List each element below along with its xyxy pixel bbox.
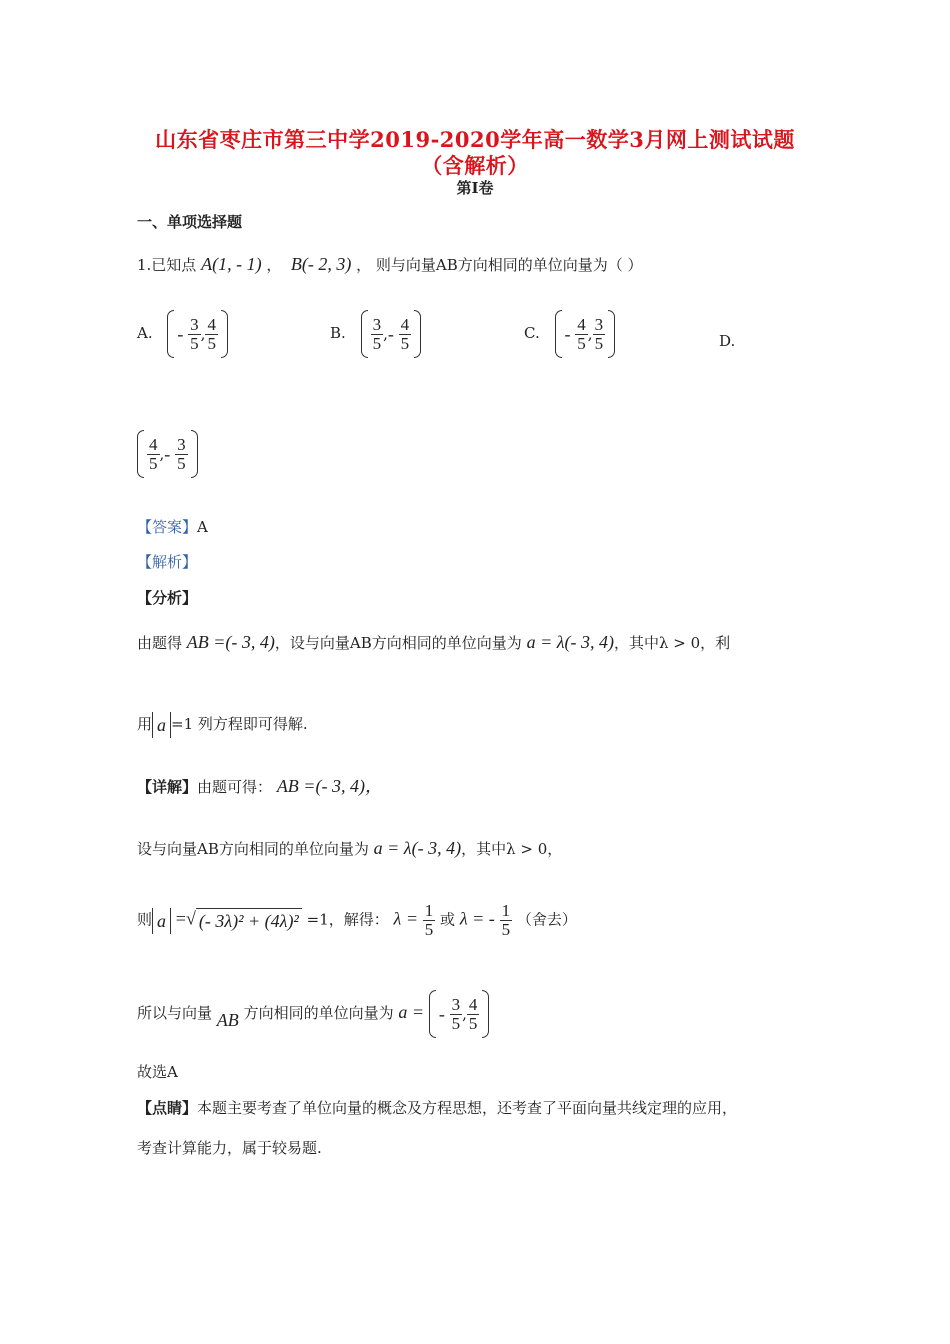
stem-suffix: ， 则与向量AB方向相同的单位向量为（ ）: [356, 256, 643, 274]
option-numerator: 3: [372, 314, 382, 334]
option-numerator: 4: [400, 314, 410, 334]
fenxi-eq: a = λ(- 3, 4): [526, 632, 614, 652]
detail-text: 方向相同的单位向量为: [243, 1004, 394, 1022]
option-numerator: 3: [177, 434, 186, 454]
detail-text: ，其中λ > 0，: [461, 840, 563, 858]
option-numerator: 4: [577, 314, 586, 334]
detail-tag: 【详解】: [137, 778, 198, 796]
stem-prefix: 1.已知点: [137, 256, 197, 274]
comment-text: 本题主要考查了单位向量的概念及方程思想，还考查了平面向量共线定理的应用，: [197, 1099, 738, 1117]
comment-line-2: 考查计算能力，属于较易题.: [137, 1139, 322, 1157]
option-b[interactable]: B. $\frac{3}{5}$ , - $\frac{4}{5}$: [330, 310, 421, 358]
option-d[interactable]: $\frac{4}{5}$ , - $\frac{3}{5}$: [137, 430, 198, 478]
option-numerator: 3: [190, 314, 199, 334]
option-c[interactable]: C. - $\frac{4}{5}$ , $\frac{3}{5}$: [524, 310, 615, 358]
option-numerator: 4: [207, 314, 216, 334]
detail-line-4: 所以与向量 AB 方向相同的单位向量为 a = - $\frac{3}{5}$ , $\frac{4}{5}$: [137, 990, 489, 1038]
detail-text: 则: [137, 910, 153, 929]
fenxi-text: =1 列方程即可得解.: [171, 715, 308, 733]
detail-text: 设与向量AB方向相同的单位向量为: [137, 840, 369, 858]
fenxi-text: ，其中λ > 0，利: [614, 634, 731, 652]
option-denominator: 5: [207, 333, 216, 353]
option-label: B.: [330, 324, 346, 342]
option-numerator: 3: [594, 314, 604, 334]
fenxi-text: 用: [137, 715, 153, 733]
option-denominator: 5: [149, 453, 158, 473]
detail-eq: AB: [216, 1010, 239, 1030]
detail-text: 由题可得：: [197, 778, 273, 796]
fenxi-eq: AB =(- 3, 4): [186, 632, 275, 652]
vector-a-eq: a =: [398, 1002, 425, 1022]
answer-line: [137, 517, 208, 537]
doc-title: 山东省枣庄市第三中学2019-2020学年高一数学3月网上测试试题: [155, 127, 795, 152]
option-d-label[interactable]: D.: [719, 332, 736, 350]
point-a: A(1, - 1): [201, 254, 262, 274]
option-a[interactable]: A. - $\frac{3}{5}$ , $\frac{4}{5}$: [137, 310, 228, 358]
detail-text: （舍去）: [516, 910, 577, 929]
choose-line: 故选A: [137, 1063, 178, 1081]
detail-line-1: [137, 776, 383, 797]
option-denominator: 5: [190, 333, 199, 353]
detail-line-3: 则 a =√ (- 3λ)² + (4λ)² =1，解得： λ = $\frac{1}{5}$ 或 λ = - $\frac{1}{5}$ （舍去）: [137, 901, 577, 939]
option-sign: -: [564, 323, 571, 344]
doc-title-subtitle: （含解析）: [421, 153, 529, 178]
section-heading: 一、单项选择题: [137, 213, 243, 231]
lambda-eq: λ = -: [459, 908, 495, 929]
analysis-tag: 【解析】: [137, 553, 198, 571]
detail-text: 或: [440, 910, 456, 929]
fenxi-text: ，设与向量AB方向相同的单位向量为: [274, 634, 522, 652]
option-denominator: 5: [577, 333, 586, 353]
option-sign: -: [387, 323, 394, 344]
fenxi-line-1: [137, 632, 730, 653]
option-label: C.: [524, 324, 540, 342]
fenxi-text: 由题得: [137, 634, 183, 652]
detail-eq: AB =(- 3, 4)，: [276, 776, 383, 796]
fenxi-line-2: 用 a =1 列方程即可得解.: [137, 712, 308, 738]
question-stem: 1.已知点 A(1, - 1) ， B(- 2, 3) ， 则与向量AB方向相同的单位向量为（ ）: [137, 254, 643, 274]
detail-eq: a = λ(- 3, 4): [373, 838, 462, 858]
option-label: A.: [137, 324, 153, 342]
detail-text: 所以与向量: [137, 1004, 213, 1022]
option-sign: -: [164, 443, 171, 464]
option-sign: -: [177, 323, 184, 344]
option-numerator: 4: [149, 434, 158, 454]
fenxi-tag: 【分析】: [137, 589, 198, 607]
answer-tag: 【答案】: [137, 518, 198, 536]
sqrt-expr: (- 3λ)² + (4λ)²: [196, 908, 302, 933]
volume-heading: 第Ⅰ卷: [456, 179, 494, 197]
answer-value: A: [197, 518, 208, 536]
point-b: B(- 2, 3): [290, 254, 352, 274]
option-denominator: 5: [400, 333, 410, 353]
option-denominator: 5: [594, 333, 604, 353]
comment-line-1: [137, 1098, 737, 1118]
option-denominator: 5: [372, 333, 382, 353]
detail-line-2: [137, 838, 562, 859]
option-denominator: 5: [177, 453, 186, 473]
detail-text: =1，解得：: [306, 910, 389, 929]
lambda-eq: λ =: [393, 908, 418, 929]
comment-tag: 【点睛】: [137, 1099, 198, 1117]
